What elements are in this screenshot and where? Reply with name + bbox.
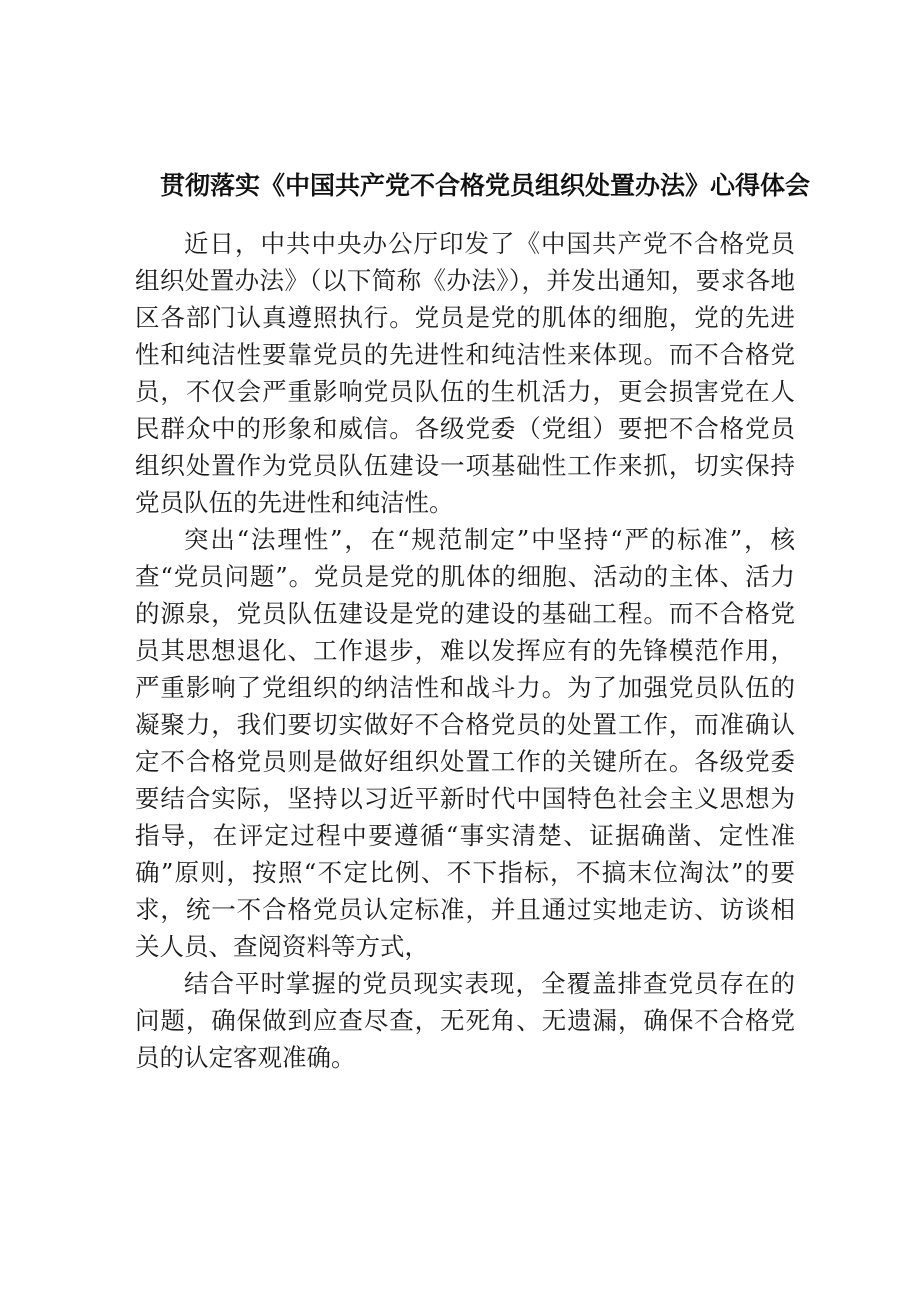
document-body	[135, 225, 795, 1076]
paragraph-1: 近日，中共中央办公厅印发了《中国共产党不合格党员组织处置办法》（以下简称《办法》），并发出通知，要求各地区各部门认真遵照执行。党员是党的肌体的细胞，党的先进性和纯洁性要靠党员的先进性和纯洁性来体现。而不合格党员，不仅会严重影响党员队伍的生机活力，更会损害党在人民群众中的形象和威信。各级党委（党组）要把不合格党员组织处置作为党员队伍建设一项基础性工作来抓，切实保持党员队伍的先进性和纯洁性。	[135, 229, 795, 517]
paragraph-3: 结合平时掌握的党员现实表现，全覆盖排查党员存在的问题，确保做到应查尽查，无死角、无遗漏，确保不合格党员的认定客观准确。	[135, 969, 795, 1072]
document-title: 贯彻落实《中国共产党不合格党员组织处置办法》心得体会	[159, 171, 810, 200]
paragraph-2: 突出“法理性”，在“规范制定”中坚持“严的标准”，核查“党员问题”。党员是党的肌体的细胞、活动的主体、活力的源泉，党员队伍建设是党的建设的基础工程。而不合格党员其思想退化、工作退步，难以发挥应有的先锋模范作用，严重影响了党组织的纳洁性和战斗力。为了加强党员队伍的凝聚力，我们要切实做好不合格党员的处置工作，而准确认定不合格党员则是做好组织处置工作的关键所在。各级党委要结合实际，坚持以习近平新时代中国特色社会主义思想为指导，在评定过程中要遵循“事实清楚、证据确凿、定性准确”原则，按照“不定比例、不下指标，不搞末位淘汰”的要求，统一不合格党员认定标准，并且通过实地走访、访谈相关人员、查阅资料等方式，	[135, 525, 795, 961]
